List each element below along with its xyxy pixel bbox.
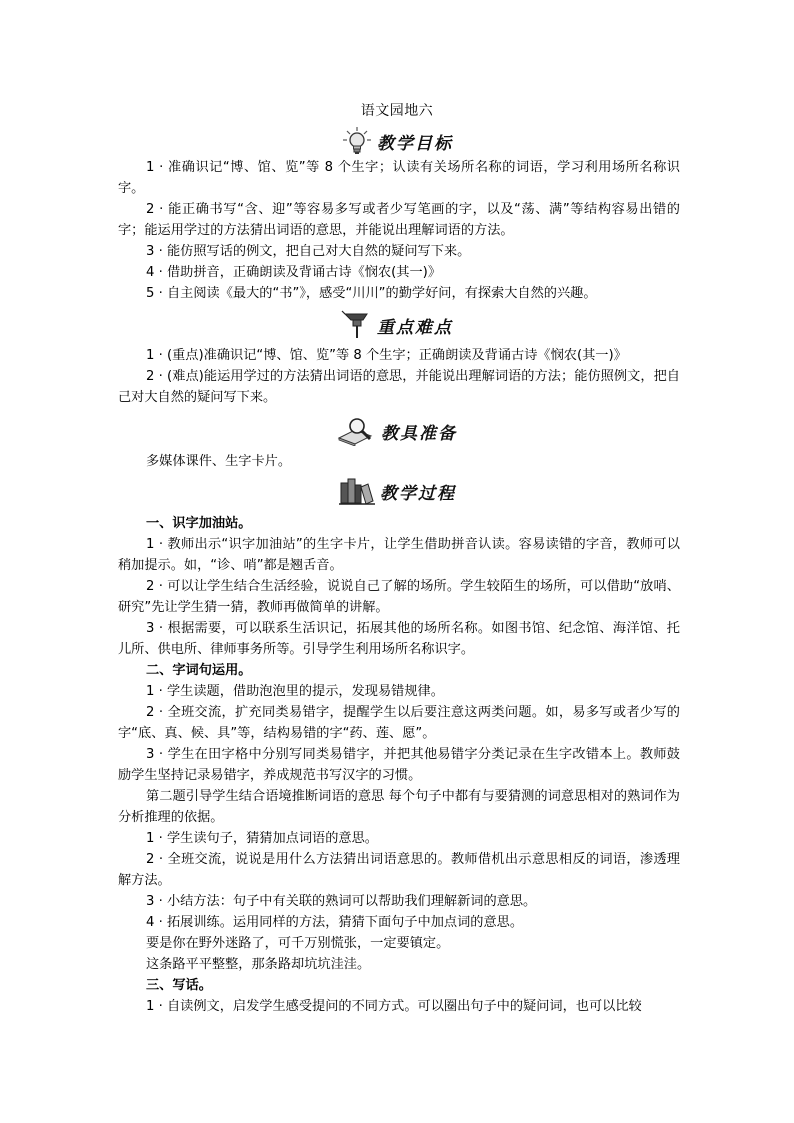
pushpin-icon <box>341 310 373 340</box>
process-paragraph: 第二题引导学生结合语境推断词语的意思 每个句子中都有与要猜测的词意思相对的熟词作为分析推理的依据。 <box>118 789 680 825</box>
process-banner <box>0 474 794 508</box>
process-paragraph: 2 · 全班交流，说说是用什么方法猜出词语意思的。教师借机出示意思相反的词语，渗透理解方法。 <box>118 852 680 888</box>
section-heading: 一、识字加油站。 <box>146 516 252 531</box>
section-heading: 二、字词句运用。 <box>146 663 252 678</box>
books-icon <box>338 475 376 507</box>
objective-item: 5 · 自主阅读《最大的“书”》，感受“川川”的勤学好问，有探索大自然的兴趣。 <box>146 286 597 301</box>
process-paragraph: 3 · 根据需要，可以联系生活识记，拓展其他的场所名称。如图书馆、纪念馆、海洋馆、托儿所、供电所、律师事务所等。引导学生利用场所名称识字。 <box>118 621 680 657</box>
process-paragraph: 3 · 学生在田字格中分别写同类易错字，并把其他易错字分类记录在生字改错本上。教师鼓励学生坚持记录易错字，养成规范书写汉字的习惯。 <box>118 747 680 783</box>
magnifier-icon <box>337 416 377 446</box>
process-paragraph: 1 · 学生读句子，猜猜加点词语的意思。 <box>146 831 378 846</box>
objectives-label: 教学目标 <box>377 133 453 154</box>
prep-label: 教具准备 <box>381 423 457 444</box>
process-paragraph: 2 · 可以让学生结合生活经验，说说自己了解的场所。学生较陌生的场所，可以借助“放哨、研究”先让学生猜一猜，教师再做简单的讲解。 <box>118 579 680 615</box>
key-points-banner <box>0 308 794 342</box>
key-point-item: 1 · (重点)准确识记“博、馆、览”等 8 个生字；正确朗读及背诵古诗《悯农(其一)》 <box>146 348 627 363</box>
objective-item: 4 · 借助拼音，正确朗读及背诵古诗《悯农(其一)》 <box>146 265 442 280</box>
example-sentence: 要是你在野外迷路了，可千万别慌张，一定要镇定。 <box>146 936 450 951</box>
process-paragraph: 2 · 全班交流，扩充同类易错字，提醒学生以后要注意这两类问题。如，易多写或者少写的字“底、真、候、具”等，结构易错的字“药、莲、愿”。 <box>118 705 680 741</box>
lightbulb-icon <box>341 126 373 156</box>
objectives-banner <box>0 124 794 158</box>
key-point-item: 2 · (难点)能运用学过的方法猜出词语的意思，并能说出理解词语的方法；能仿照例文，把自己对大自然的疑问写下来。 <box>118 369 680 405</box>
example-sentence: 这条路平平整整，那条路却坑坑洼洼。 <box>146 957 371 972</box>
objective-item: 2 · 能正确书写“含、迎”等容易多写或者少写笔画的字，以及“荡、满”等结构容易出错的字；能运用学过的方法猜出词语的意思，并能说出理解词语的方法。 <box>118 202 680 238</box>
process-paragraph: 4 · 拓展训练。运用同样的方法，猜猜下面句子中加点词的意思。 <box>146 915 524 930</box>
prep-banner <box>0 414 794 448</box>
process-paragraph: 1 · 自读例文，启发学生感受提问的不同方式。可以圈出句子中的疑问词，也可以比较 <box>146 999 642 1014</box>
key-points-label: 重点难点 <box>377 317 453 338</box>
process-label: 教学过程 <box>380 483 456 504</box>
prep-text: 多媒体课件、生字卡片。 <box>146 454 292 469</box>
process-paragraph: 3 · 小结方法：句子中有关联的熟词可以帮助我们理解新词的意思。 <box>146 894 537 909</box>
objective-item: 3 · 能仿照写话的例文，把自己对大自然的疑问写下来。 <box>146 244 471 259</box>
section-heading: 三、写话。 <box>146 978 212 993</box>
objective-item: 1 · 准确识记“博、馆、览”等 8 个生字；认读有关场所名称的词语，学习利用场所名称识字。 <box>118 160 680 196</box>
process-paragraph: 1 · 教师出示“识字加油站”的生字卡片，让学生借助拼音认读。容易读错的字音，教师可以稍加提示。如，“诊、哨”都是翘舌音。 <box>118 537 680 573</box>
process-paragraph: 1 · 学生读题，借助泡泡里的提示，发现易错规律。 <box>146 684 444 699</box>
page-title: 语文园地六 <box>360 103 434 119</box>
